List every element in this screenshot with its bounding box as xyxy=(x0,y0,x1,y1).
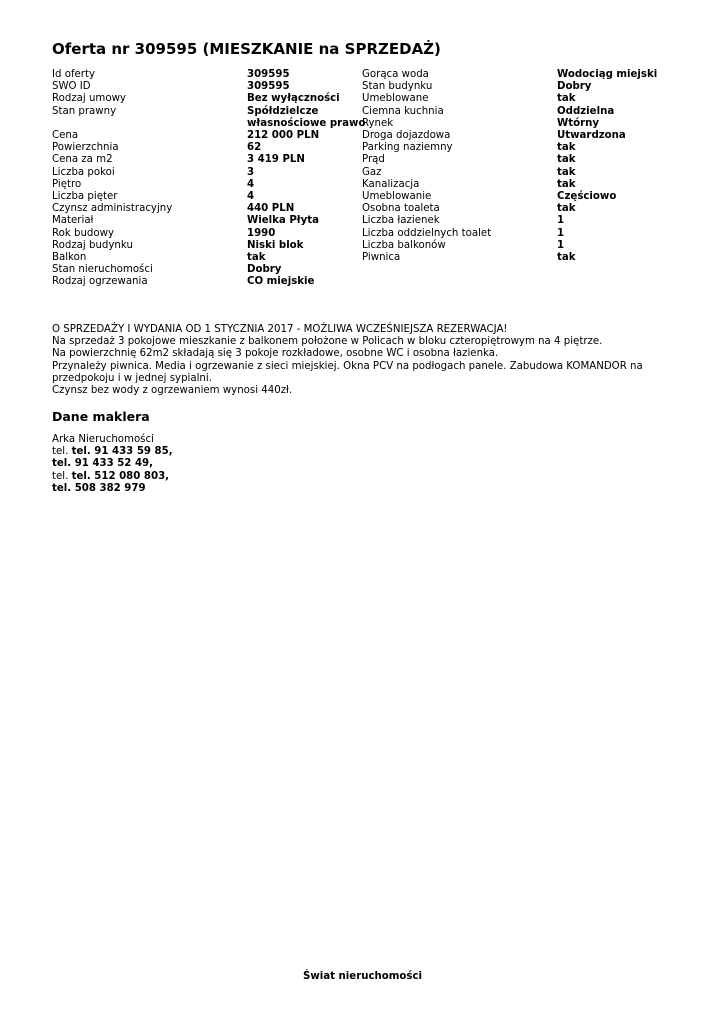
detail-row xyxy=(362,179,677,191)
detail-value: 1990 xyxy=(247,227,276,239)
offer-description xyxy=(52,324,652,397)
detail-value: 3 419 PLN xyxy=(247,154,305,166)
detail-row xyxy=(52,215,367,227)
detail-value: 1 xyxy=(557,227,565,239)
detail-label: Stan nieruchomości xyxy=(52,264,153,276)
broker-phone[interactable]: tel. 508 382 979 xyxy=(52,482,146,494)
detail-row xyxy=(362,252,677,264)
detail-label: Rok budowy xyxy=(52,227,114,239)
detail-row xyxy=(362,191,677,203)
detail-row xyxy=(52,240,367,252)
detail-value: Niski blok xyxy=(247,239,304,251)
detail-row xyxy=(362,93,677,105)
description-line: Na powierzchnię 62m2 składają się 3 pokoje rozkładowe, osobne WC i osobna łazienka. xyxy=(52,348,499,360)
detail-value: tak xyxy=(557,203,576,215)
broker-agency: Arka Nieruchomości xyxy=(52,434,154,445)
right-details-column xyxy=(362,69,677,264)
detail-label: Stan budynku xyxy=(362,81,433,93)
detail-row xyxy=(362,81,677,93)
page-title: Oferta nr 309595 (MIESZKANIE na SPRZEDAŻ) xyxy=(52,40,441,58)
detail-label: Liczba pokoi xyxy=(52,166,115,178)
detail-label: Powierzchnia xyxy=(52,142,119,154)
detail-value: 309595 xyxy=(247,69,290,80)
detail-row xyxy=(362,106,677,118)
detail-value: 1 xyxy=(557,215,565,227)
footer-brand: Świat nieruchomości xyxy=(303,971,422,982)
detail-label: Czynsz administracyjny xyxy=(52,203,173,215)
detail-value: 4 xyxy=(247,191,255,203)
broker-phone[interactable]: tel. 512 080 803, xyxy=(71,470,170,482)
tel-prefix: tel. xyxy=(52,446,69,458)
detail-row xyxy=(52,142,367,154)
detail-label: Materiał xyxy=(52,215,94,227)
detail-row xyxy=(362,69,677,81)
detail-row xyxy=(52,179,367,191)
detail-label: Rynek xyxy=(362,117,394,129)
detail-label: Piwnica xyxy=(362,252,401,264)
detail-row xyxy=(52,264,367,276)
detail-label: Piętro xyxy=(52,178,82,190)
detail-row xyxy=(52,228,367,240)
detail-value: 212 000 PLN xyxy=(247,130,320,142)
broker-phone-line xyxy=(52,446,173,458)
detail-value: Wodociąg miejski xyxy=(557,69,658,80)
detail-label: Droga dojazdowa xyxy=(362,130,451,142)
detail-value: 440 PLN xyxy=(247,203,295,215)
broker-phone[interactable]: tel. 91 433 59 85, xyxy=(71,446,173,458)
detail-row xyxy=(362,130,677,142)
description-line: Czynsz bez wody z ogrzewaniem wynosi 440zł. xyxy=(52,385,293,397)
detail-value: Dobry xyxy=(247,264,282,276)
detail-row xyxy=(52,203,367,215)
detail-row xyxy=(52,81,367,93)
detail-row xyxy=(362,118,677,130)
detail-value: tak xyxy=(557,93,576,105)
broker-phone-line xyxy=(52,471,173,483)
detail-row xyxy=(362,154,677,166)
detail-value: Dobry xyxy=(557,81,592,93)
detail-value: CO miejskie xyxy=(247,276,315,288)
detail-label: Cena za m2 xyxy=(52,154,113,166)
detail-row xyxy=(52,69,367,81)
detail-label: Osobna toaleta xyxy=(362,203,440,215)
detail-value: Częściowo xyxy=(557,191,617,203)
detail-value: tak xyxy=(557,142,576,154)
detail-label: Umeblowane xyxy=(362,93,429,105)
detail-label: Liczba łazienek xyxy=(362,215,440,227)
description-line: O SPRZEDAŻY I WYDANIA OD 1 STYCZNIA 2017 - MOŻLIWA WCZEŚNIEJSZA REZERWACJA! xyxy=(52,324,508,335)
detail-value: tak xyxy=(247,252,266,264)
detail-value: 1 xyxy=(557,239,565,251)
detail-label: Stan prawny xyxy=(52,105,117,117)
detail-row xyxy=(362,240,677,252)
detail-label: Liczba balkonów xyxy=(362,239,446,251)
detail-value: tak xyxy=(557,178,576,190)
detail-label: Kanalizacja xyxy=(362,178,420,190)
detail-value: Oddzielna xyxy=(557,105,615,117)
detail-row xyxy=(362,228,677,240)
detail-value: 309595 xyxy=(247,81,290,93)
detail-label: Parking naziemny xyxy=(362,142,453,154)
detail-label: Liczba oddzielnych toalet xyxy=(362,227,492,239)
detail-label: Umeblowanie xyxy=(362,191,432,203)
detail-value: Utwardzona xyxy=(557,130,626,142)
detail-value: Wtórny xyxy=(557,117,600,129)
detail-row xyxy=(362,167,677,179)
detail-value: tak xyxy=(557,166,576,178)
detail-label: Liczba pięter xyxy=(52,191,118,203)
detail-label: Cena xyxy=(52,130,79,142)
detail-label: Balkon xyxy=(52,252,87,264)
detail-row xyxy=(362,215,677,227)
detail-row xyxy=(52,93,367,105)
broker-heading: Dane maklera xyxy=(52,409,150,424)
detail-label: Id oferty xyxy=(52,69,96,80)
detail-row xyxy=(52,167,367,179)
broker-details xyxy=(52,434,173,495)
description-line: Na sprzedaż 3 pokojowe mieszkanie z balkonem położone w Policach w bloku czteropiętrowym na 4 piętrze. xyxy=(52,336,603,348)
detail-row xyxy=(362,203,677,215)
detail-row xyxy=(52,276,367,288)
detail-row xyxy=(52,252,367,264)
detail-row xyxy=(52,106,367,130)
detail-label: Rodzaj umowy xyxy=(52,93,126,105)
detail-value: Bez wyłączności xyxy=(247,93,340,105)
detail-value: 3 xyxy=(247,166,255,178)
detail-label: SWO ID xyxy=(52,81,91,93)
detail-value: 4 xyxy=(247,178,255,190)
detail-label: Ciemna kuchnia xyxy=(362,105,444,117)
description-line: Przynależy piwnica. Media i ogrzewanie z sieci miejskiej. Okna PCV na podłogach panele. Zabudowa KOMANDOR na przedpokoju i w jednej sypialni. xyxy=(52,360,643,384)
detail-row xyxy=(52,130,367,142)
detail-row xyxy=(362,142,677,154)
detail-value: Spółdzielcze własnościowe prawo xyxy=(247,105,366,129)
detail-row xyxy=(52,191,367,203)
detail-label: Prąd xyxy=(362,154,385,166)
detail-label: Rodzaj ogrzewania xyxy=(52,276,148,288)
detail-value: Wielka Płyta xyxy=(247,215,319,227)
broker-phone[interactable]: tel. 91 433 52 49, xyxy=(52,458,153,470)
detail-value: 62 xyxy=(247,142,262,154)
tel-prefix: tel. xyxy=(52,470,69,482)
detail-label: Rodzaj budynku xyxy=(52,239,133,251)
detail-row xyxy=(52,154,367,166)
detail-value: tak xyxy=(557,252,576,264)
left-details-column xyxy=(52,69,367,289)
detail-label: Gaz xyxy=(362,166,382,178)
detail-label: Gorąca woda xyxy=(362,69,429,80)
detail-value: tak xyxy=(557,154,576,166)
